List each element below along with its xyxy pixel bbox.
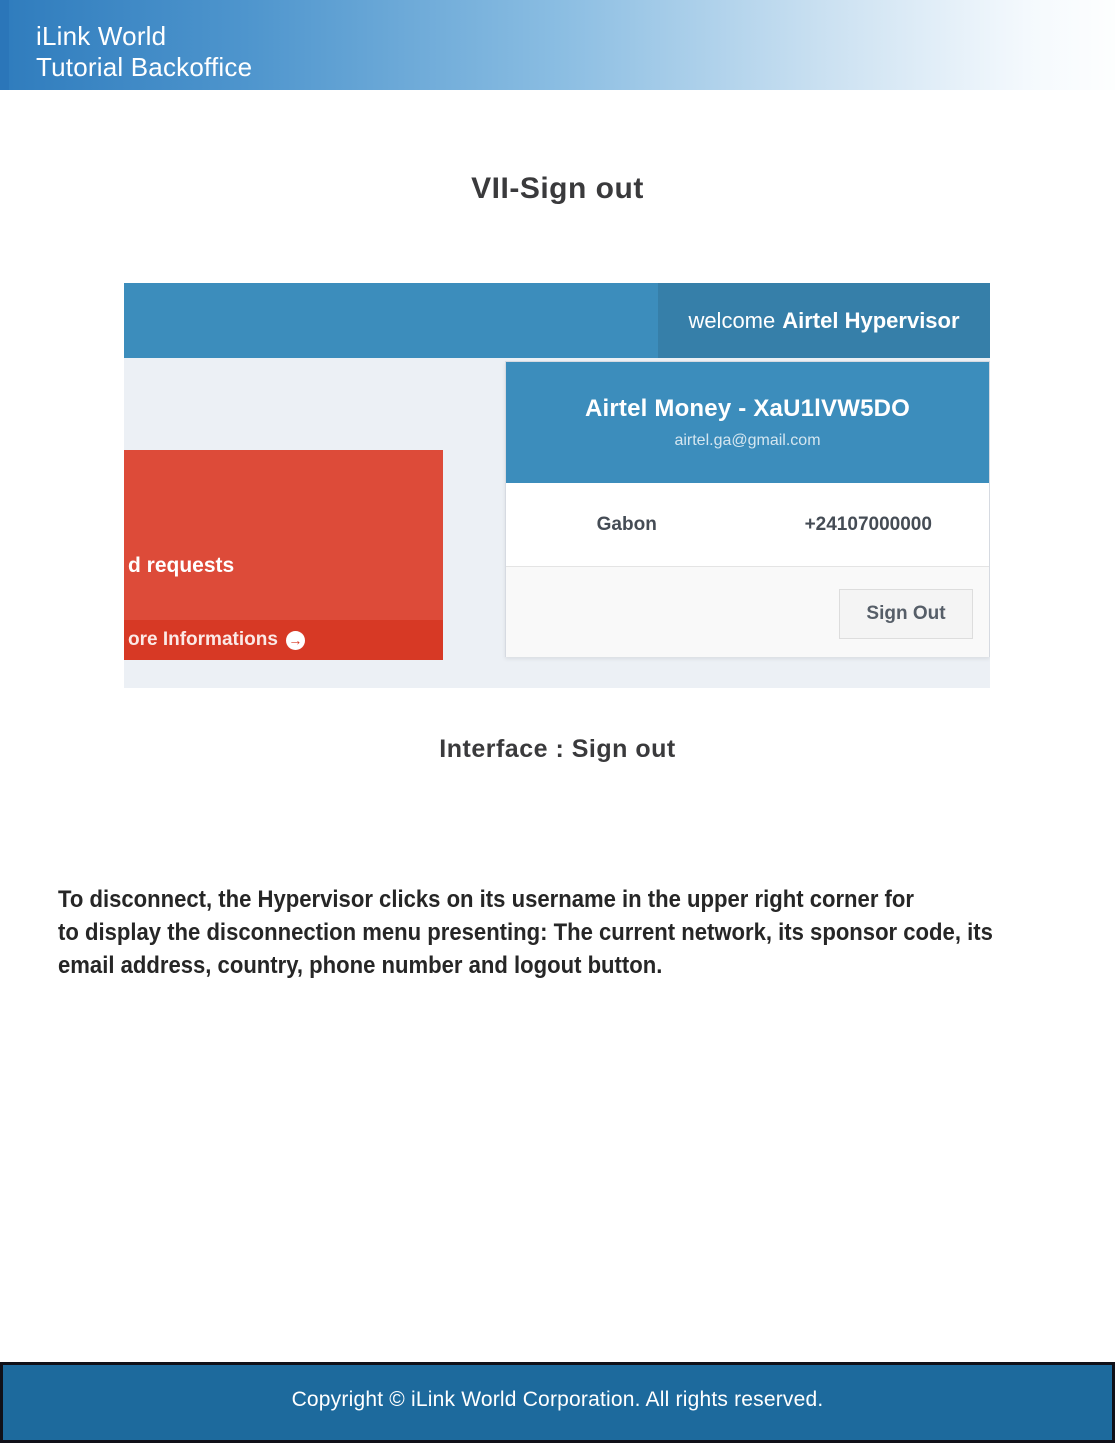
document-title-block (36, 21, 252, 83)
screenshot-caption: Interface : Sign out (439, 735, 676, 763)
body-line-2: to display the disconnection menu presenting: The current network, its sponsor code, its (58, 919, 993, 946)
user-email: airtel.ga@gmail.com (674, 432, 821, 449)
document-footer (0, 1362, 1115, 1443)
more-informations-link[interactable] (124, 620, 443, 660)
phone-link[interactable]: +24107000000 (804, 513, 932, 535)
copyright-text: Copyright © iLink World Corporation. All rights reserved. (291, 1387, 824, 1411)
body-line-1: To disconnect, the Hypervisor clicks on its username in the upper right corner for (58, 886, 914, 913)
welcome-label: welcome (688, 307, 776, 333)
red-info-widget (124, 450, 443, 660)
signout-dropdown-panel (505, 361, 990, 657)
dropdown-user-header (506, 362, 989, 483)
app-navbar (124, 283, 990, 358)
user-menu-toggle[interactable] (658, 283, 990, 358)
arrow-circle-right-icon: → (286, 631, 305, 650)
document-header-banner (0, 0, 1115, 90)
signout-screenshot (124, 283, 990, 688)
network-title: Airtel Money - XaU1lVW5DO (584, 395, 911, 422)
dropdown-user-body (506, 483, 989, 566)
more-informations-label: ore Informations (128, 629, 278, 650)
sign-out-button[interactable]: Sign Out (839, 589, 973, 639)
country-link[interactable]: Gabon (596, 513, 657, 535)
body-paragraph (58, 883, 993, 982)
body-line-3: email address, country, phone number and logout button. (58, 952, 663, 979)
document-title-line1: iLink World (36, 21, 167, 51)
document-title-line2: Tutorial Backoffice (36, 52, 253, 82)
header-edge-stripe (0, 0, 9, 90)
username-label: Airtel Hypervisor (782, 307, 960, 333)
dropdown-footer (506, 566, 989, 657)
red-widget-label: d requests (128, 554, 235, 577)
section-title: VII-Sign out (471, 172, 644, 205)
